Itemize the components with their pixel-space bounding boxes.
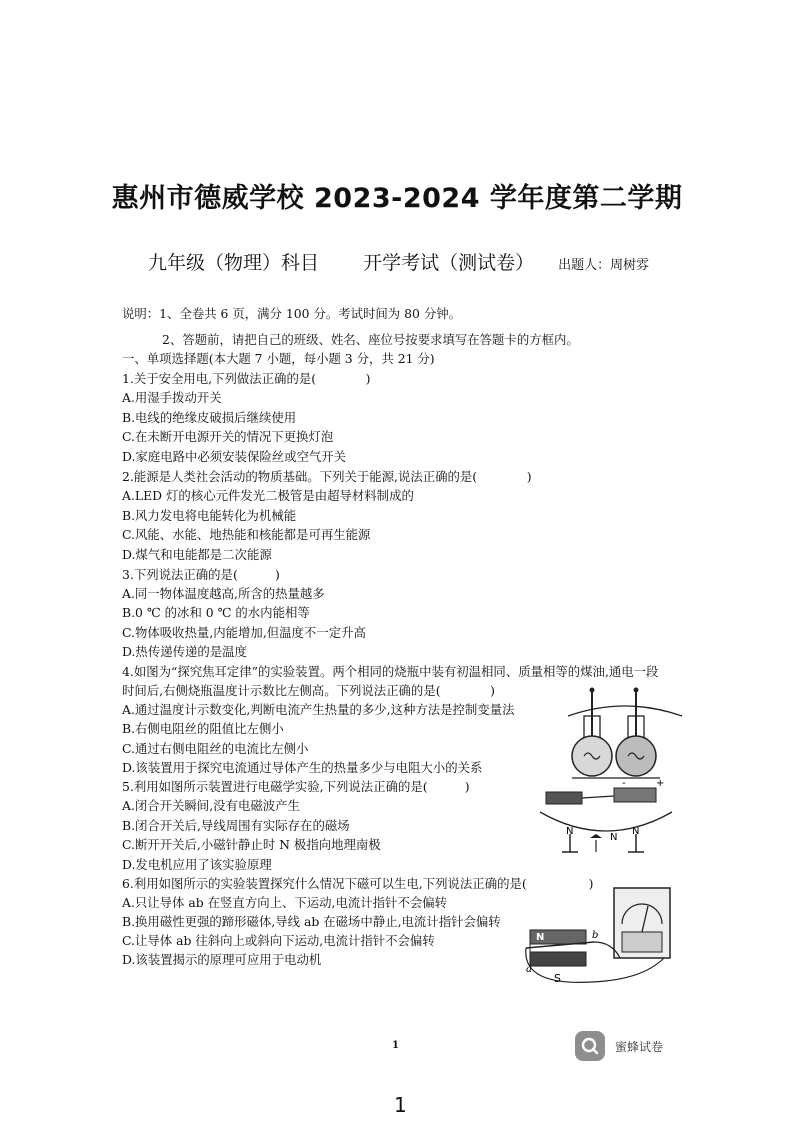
question-6-stem: 6.利用如图所示的实验装置探究什么情况下磁可以生电,下列说法正确的是( ) xyxy=(122,876,594,891)
page-title: 惠州市德威学校 2023-2024 学年度第二学期 xyxy=(111,183,683,214)
subject-label: 九年级（物理）科目 xyxy=(148,252,320,274)
question-6-option-a: A.只让导体 ab 在竖直方向上、下运动,电流计指针不会偏转 xyxy=(122,895,448,910)
question-5-option-d: D.发电机应用了该实验原理 xyxy=(122,857,272,872)
brand-label: 蜜蜂试卷 xyxy=(615,1039,664,1054)
question-3-option-a: A.同一物体温度越高,所含的热量越多 xyxy=(122,586,325,601)
subtitle-row xyxy=(148,248,649,275)
note-2: 2、答题前，请把自己的班级、姓名、座位号按要求填写在答题卡的方框内。 xyxy=(162,332,579,347)
question-2-option-d: D.煤气和电能都是二次能源 xyxy=(122,547,272,562)
author-label: 出题人：周树雰 xyxy=(558,258,650,273)
question-5-option-a: A.闭合开关瞬间,没有电磁波产生 xyxy=(122,798,300,813)
question-4-option-d: D.该装置用于探究电流通过导体产生的热量多少与电阻大小的关系 xyxy=(122,760,483,775)
question-2-option-a: A.LED 灯的核心元件发光二极管是由超导材料制成的 xyxy=(122,488,414,503)
question-3-stem: 3.下列说法正确的是( ) xyxy=(122,567,280,582)
footer-small-page-number: 1 xyxy=(392,1040,399,1051)
fig5-minus-label: - xyxy=(622,778,626,789)
fig5-n-mid-label: N xyxy=(610,832,618,843)
question-5-stem: 5.利用如图所示装置进行电磁学实验,下列说法正确的是( ) xyxy=(122,779,470,794)
question-1-option-d: D.家庭电路中必须安装保险丝或空气开关 xyxy=(122,449,347,464)
brand-logo-icon xyxy=(575,1031,605,1061)
question-5-option-c: C.断开开关后,小磁针静止时 N 极指向地理南极 xyxy=(122,837,381,852)
fig5-n-right-label: N xyxy=(632,826,640,837)
question-4-option-b: B.右侧电阻丝的阻值比左侧小 xyxy=(122,721,284,736)
question-3-option-d: D.热传递传递的是温度 xyxy=(122,644,247,659)
question-2-option-c: C.风能、水能、地热能和核能都是可再生能源 xyxy=(122,527,371,542)
fig6-s-label: S xyxy=(554,972,561,985)
fig6-n-label: N xyxy=(536,932,545,943)
question-1-stem: 1.关于安全用电,下列做法正确的是( ) xyxy=(122,371,371,386)
question-4-option-a: A.通过温度计示数变化,判断电流产生热量的多少,这种方法是控制变量法 xyxy=(122,702,515,717)
question-2-option-b: B.风力发电将电能转化为机械能 xyxy=(122,508,297,523)
question-3-option-c: C.物体吸收热量,内能增加,但温度不一定升高 xyxy=(122,625,366,640)
question-2-stem: 2.能源是人类社会活动的物质基础。下列关于能源,说法正确的是( ) xyxy=(122,469,532,484)
fig6-a-label: a xyxy=(526,964,532,975)
question-3-option-b: B.0 ℃ 的冰和 0 ℃ 的水内能相等 xyxy=(122,605,310,620)
fig5-n-left-label: N xyxy=(566,826,574,837)
question-6-option-c: C.让导体 ab 往斜向上或斜向下运动,电流计指针不会偏转 xyxy=(122,933,435,948)
question-1-option-b: B.电线的绝缘皮破损后继续使用 xyxy=(122,410,297,425)
question-6-option-b: B.换用磁性更强的蹄形磁体,导线 ab 在磁场中静止,电流计指针会偏转 xyxy=(122,914,501,929)
page-number: 1 xyxy=(394,1093,407,1117)
question-1-option-c: C.在未断开电源开关的情况下更换灯泡 xyxy=(122,429,334,444)
question-4-stem: 4.如图为“探究焦耳定律”的实验装置。两个相同的烧瓶中装有初温相同、质量相等的煤油,通电一段 xyxy=(122,664,659,679)
fig5-plus-label: + xyxy=(656,778,665,789)
brand-watermark xyxy=(575,1031,663,1061)
question-6-option-d: D.该装置揭示的原理可应用于电动机 xyxy=(122,952,322,967)
electromagnet-experiment-figure xyxy=(536,776,676,860)
question-1-option-a: A.用湿手拨动开关 xyxy=(122,390,222,405)
note-1: 说明：1、全卷共 6 页，满分 100 分。考试时间为 80 分钟。 xyxy=(122,306,462,321)
fig6-b-label: b xyxy=(592,930,599,941)
exam-label: 开学考试（测试卷） xyxy=(363,252,535,274)
question-4-stem-cont: 时间后,右侧烧瓶温度计示数比左侧高。下列说法正确的是( ) xyxy=(122,683,495,698)
joule-law-apparatus-figure xyxy=(560,686,690,782)
induction-experiment-figure xyxy=(522,882,682,990)
section-heading: 一、单项选择题(本大题 7 小题，每小题 3 分，共 21 分) xyxy=(122,351,435,366)
question-4-option-c: C.通过右侧电阻丝的电流比左侧小 xyxy=(122,741,309,756)
question-5-option-b: B.闭合开关后,导线周围有实际存在的磁场 xyxy=(122,818,350,833)
